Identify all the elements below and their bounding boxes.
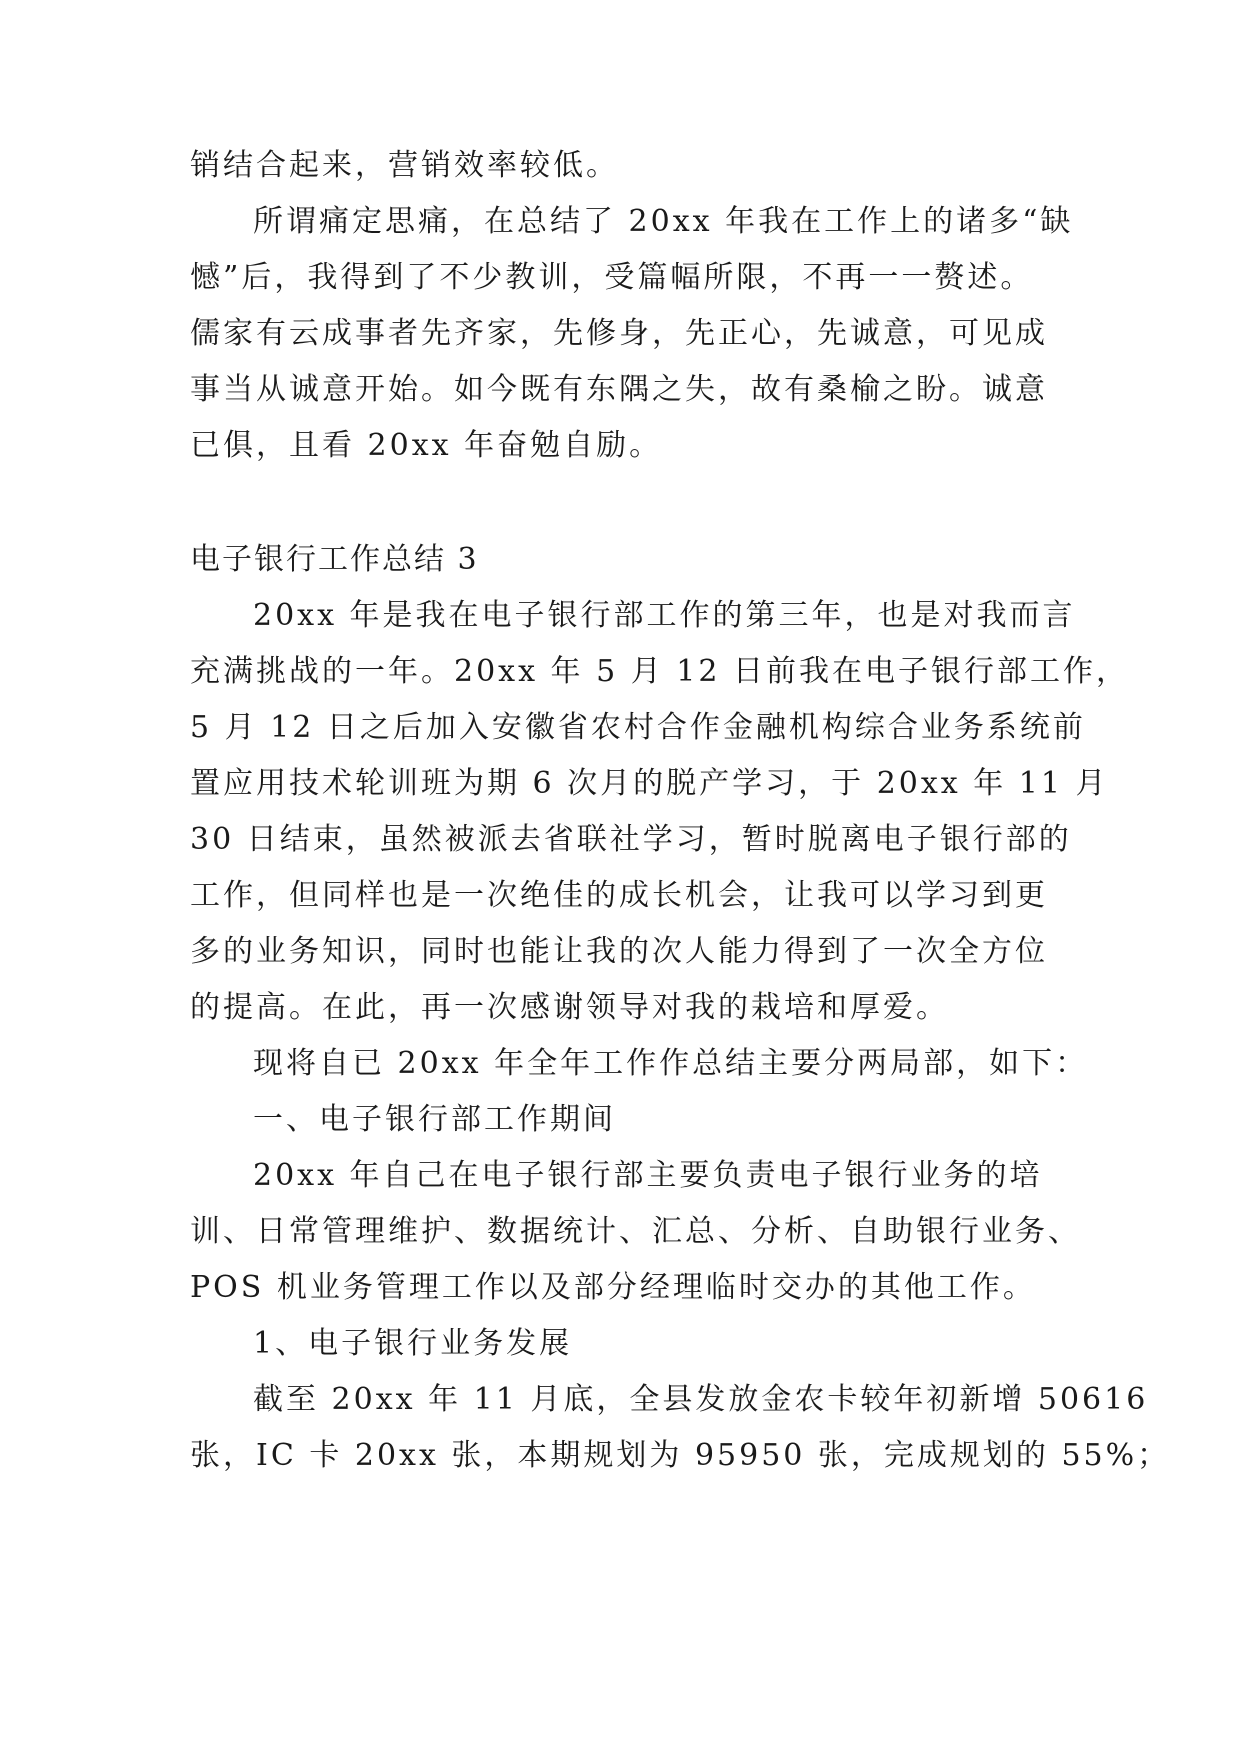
paragraph-line: 的提高。在此，再一次感谢领导对我的栽培和厚爱。 [190, 990, 949, 1025]
paragraph-line: 多的业务知识，同时也能让我的次人能力得到了一次全方位 [190, 934, 1048, 969]
paragraph-line: 现将自已 20xx 年全年工作作总结主要分两局部，如下： [253, 1046, 1089, 1081]
paragraph-line: 销结合起来，营销效率较低。 [190, 148, 619, 183]
paragraph-line: 5 月 12 日之后加入安徽省农村合作金融机构综合业务系统前 [190, 710, 1086, 745]
paragraph-line: 事当从诚意开始。如今既有东隅之失，故有桑榆之盼。诚意 [190, 372, 1048, 407]
paragraph-line: 20xx 年自己在电子银行部主要负责电子银行业务的培 [253, 1158, 1043, 1193]
paragraph-line: 30 日结束，虽然被派去省联社学习，暂时脱离电子银行部的 [190, 822, 1072, 857]
paragraph-line: 置应用技术轮训班为期 6 次月的脱产学习，于 20xx 年 11 月 [190, 766, 1109, 801]
paragraph-line: 训、日常管理维护、数据统计、汇总、分析、自助银行业务、 [190, 1214, 1081, 1249]
paragraph-line: 截至 20xx 年 11 月底，全县发放金农卡较年初新增 50616 [253, 1382, 1149, 1417]
paragraph-line: 工作，但同样也是一次绝佳的成长机会，让我可以学习到更 [190, 878, 1048, 913]
subsection-heading: 一、电子银行部工作期间 [253, 1102, 616, 1137]
paragraph-line: 所谓痛定思痛，在总结了 20xx 年我在工作上的诸多“缺 [253, 204, 1074, 239]
paragraph-line: 已俱，且看 20xx 年奋勉自励。 [190, 428, 663, 463]
paragraph-line: 20xx 年是我在电子银行部工作的第三年，也是对我而言 [253, 598, 1076, 633]
paragraph-line: 憾”后，我得到了不少教训，受篇幅所限，不再一一赘述。 [190, 260, 1034, 295]
paragraph-line: 张，IC 卡 20xx 张，本期规划为 95950 张，完成规划的 55%； [190, 1438, 1171, 1473]
section-heading: 电子银行工作总结 3 [190, 542, 479, 577]
paragraph-line: 儒家有云成事者先齐家，先修身，先正心，先诚意，可见成 [190, 316, 1048, 351]
paragraph-line: POS 机业务管理工作以及部分经理临时交办的其他工作。 [190, 1270, 1036, 1305]
paragraph-line: 充满挑战的一年。20xx 年 5 月 12 日前我在电子银行部工作， [190, 654, 1129, 689]
subsection-heading: 1、电子银行业务发展 [253, 1326, 573, 1361]
